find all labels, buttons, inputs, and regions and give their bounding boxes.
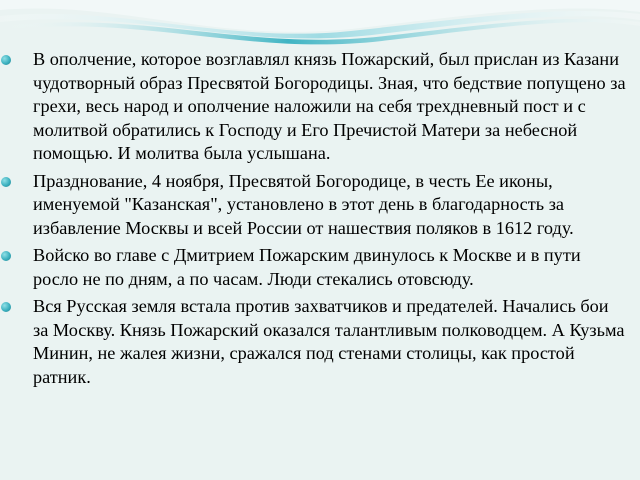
- bullet-text: Войско во главе с Дмитрием Пожарским двинулось к Москве и в пути росло не по дням, а по часам. Люди стекались отовсюду.: [33, 245, 581, 289]
- bullet-dot-icon: [1, 177, 11, 187]
- bullet-list: [0, 48, 628, 393]
- bullet-item-2: [0, 170, 628, 241]
- bullet-item-4: [0, 295, 628, 389]
- bullet-dot-icon: [1, 55, 11, 65]
- bullet-dot-icon: [1, 302, 11, 312]
- bullet-text: Празднование, 4 ноября, Пресвятой Богородице, в честь Ее иконы, именуемой "Казанская", установлено в этот день в благодарность за избавление Москвы и всей России от нашествия поляков в 1612 году.: [33, 170, 574, 238]
- bullet-text: В ополчение, которое возглавлял князь Пожарский, был прислан из Казани чудотворный образ Пресвятой Богородицы. Зная, что бедствие попущено за грехи, весь народ и ополчение наложили на себя трехдневный пост и с молитвой обратились к Господу и Его Пречистой Матери за небесной помощью. И молитва была услышана.: [33, 49, 626, 163]
- bullet-text: Вся Русская земля встала против захватчиков и предателей. Начались бои за Москву. Князь Пожарский оказался талантливым полководцем. А Кузьма Минин, не жалея жизни, сражался под стенами столицы, как простой ратник.: [33, 296, 625, 387]
- bullet-dot-icon: [1, 251, 11, 261]
- bullet-item-1: [0, 48, 628, 166]
- bullet-item-3: [0, 244, 628, 291]
